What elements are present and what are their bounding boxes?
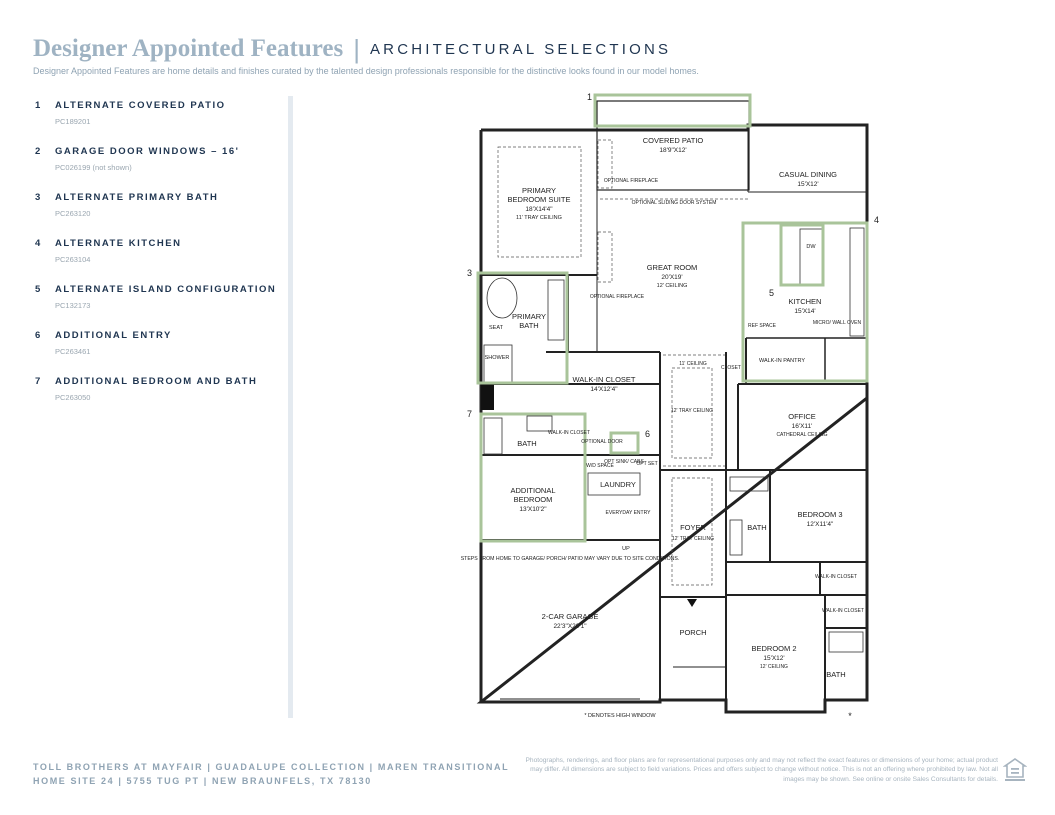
divider-bar [288,96,293,718]
room-label: BATH [519,321,539,330]
room-ceiling: 11' TRAY CEILING [516,215,562,221]
fixture-label: SEAT [489,325,503,331]
feature-name: ALTERNATE COVERED PATIO [55,100,226,111]
room-label: KITCHEN [788,297,822,306]
fixture-label: OPT SINK/ CABS [604,459,644,465]
room-label: OFFICE [788,412,816,421]
callout-1: 1 [587,92,593,102]
feature-name: ALTERNATE KITCHEN [55,238,182,249]
feature-name: ALTERNATE ISLAND CONFIGURATION [55,284,277,295]
feature-code: PC132173 [55,301,91,310]
optional-sliding-door-label: OPTIONAL SLIDING DOOR SYSTEM [631,200,717,206]
room-ceiling: 11' CEILING [679,361,707,367]
fireplace-block [481,384,494,410]
room-label: BEDROOM 2 [751,644,797,653]
equal-housing-opportunity-icon [1003,757,1027,783]
footer-address [33,760,509,788]
callout-5: 5 [769,288,775,298]
room-dim: 15'X12' [763,655,785,662]
feature-code: PC263050 [55,393,91,402]
room-label: COVERED PATIO [642,136,704,145]
footer-community: TOLL BROTHERS AT MAYFAIR | GUADALUPE COLLECTION | MAREN TRANSITIONAL [33,762,510,772]
room-ceiling: 12' TRAY CEILING [670,408,714,414]
room-label: PORCH [679,628,707,637]
feature-code: PC026199 (not shown) [55,163,132,172]
footer-homesite: HOME SITE 24 | 5755 TUG PT | NEW BRAUNFELS, TX 78130 [33,776,372,786]
fixture-label: W/D SPACE [586,463,614,469]
feature-item [35,192,280,238]
feature-number: 3 [35,192,41,203]
plan-fixtures [484,228,864,652]
room-label: 2-CAR GARAGE [541,612,599,621]
appliance-label: REF SPACE [748,323,776,329]
room-label: WALK-IN CLOSET [547,430,591,436]
fixture-label: SHOWER [484,355,510,361]
feature-item [35,330,280,376]
feature-number: 7 [35,376,41,387]
appliance-label: MICRO/ WALL OVEN [812,320,862,326]
room-label: ADDITIONAL [510,486,556,495]
room-label: CASUAL DINING [778,170,838,179]
feature-item [35,238,280,284]
room-dim: 15'X14' [794,308,816,315]
room-label: FOYER [680,523,706,532]
room-label: PRIMARY [511,312,547,321]
high-window-note: * DENOTES HIGH WINDOW [584,713,656,719]
dishwasher-label: DW [806,244,816,250]
room-dim: 18'9"X12' [659,147,687,154]
feature-item [35,376,280,422]
feature-item [35,146,280,192]
room-label: WALK-IN CLOSET [821,608,865,614]
room-label: CLOSET [720,365,742,371]
feature-name: GARAGE DOOR WINDOWS – 16' [55,146,240,157]
feature-code: PC263461 [55,347,91,356]
stair-label: UP [622,546,630,552]
callout-7: 7 [467,409,473,419]
room-label: WALK-IN PANTRY [758,358,806,364]
page-header [33,33,671,65]
page-title: Designer Appointed Features [33,35,344,62]
callout-6: 6 [645,429,651,439]
feature-number: 5 [35,284,41,295]
fixture-label: OPT SET [636,461,658,467]
feature-number: 2 [35,146,41,157]
room-label: BEDROOM 3 [797,510,843,519]
room-label: PRIMARY [521,186,557,195]
room-dim: 13'X10'2" [519,506,547,513]
room-label: GREAT ROOM [646,263,698,272]
room-ceiling: CATHEDRAL CEILING [776,432,828,438]
room-label: BATH [826,670,846,679]
feature-number: 6 [35,330,41,341]
optional-fireplace-label: OPTIONAL FIREPLACE [603,178,659,184]
room-ceiling: 12' CEILING [656,283,688,289]
room-ceiling: 12' CEILING [760,664,788,670]
footer-disclaimer: Photographs, renderings, and floor plans are for representational purposes only and may not reflect the exact features or dimensions of your home; actual product may differ. All dimensions are subject to field variations. Prices and offers subject to change without notice. This is not an offering where prohibited by law. Not all images may be shown. See online or onsite Sales Consultants for details. [525,757,998,783]
room-label: BATH [517,439,537,448]
high-window-asterisk: * [848,711,852,721]
entry-arrow-icon [687,599,697,607]
feature-number: 1 [35,100,41,111]
feature-code: PC189201 [55,117,91,126]
room-ceiling: 12' TRAY CEILING [671,536,715,542]
room-label: LAUNDRY [600,480,636,489]
room-dim: 22'3"X20'1" [553,623,587,630]
feature-name: ADDITIONAL ENTRY [55,330,172,341]
room-label: BATH [747,523,767,532]
room-dim: 20'X19' [661,274,683,281]
steps-note: STEPS FROM HOME TO GARAGE/ PORCH/ PATIO MAY VARY DUE TO SITE CONDITIONS. [460,556,680,562]
feature-item [35,284,280,330]
callout-4: 4 [874,215,880,225]
feature-code: PC263104 [55,255,91,264]
room-dim: 18'X14'4" [525,206,553,213]
room-label: WALK-IN CLOSET [572,375,636,384]
feature-name: ALTERNATE PRIMARY BATH [55,192,219,203]
callout-3: 3 [467,268,473,278]
floor-plan [455,88,895,723]
room-label: EVERYDAY ENTRY [605,510,651,516]
room-dim: 16'X11' [791,423,813,430]
page-subtitle: ARCHITECTURAL SELECTIONS [369,40,672,58]
optional-door-label: OPTIONAL DOOR [581,439,623,445]
room-label: WALK-IN CLOSET [814,574,858,580]
feature-item [35,100,280,146]
room-label: BEDROOM [513,495,553,504]
optional-fireplace-label: OPTIONAL FIREPLACE [589,294,645,300]
room-dim: 12'X11'4" [806,521,834,528]
room-dim: 15'X12' [797,181,819,188]
room-dim: 14'X12'4" [590,386,618,393]
feature-code: PC263120 [55,209,91,218]
intro-text: Designer Appointed Features are home details and finishes curated by the talented design professionals responsible for the distinctive looks found in our model homes. [33,66,699,76]
feature-name: ADDITIONAL BEDROOM AND BATH [55,376,258,387]
feature-list [35,100,280,422]
room-label: BEDROOM SUITE [507,195,571,204]
feature-number: 4 [35,238,41,249]
title-separator: | [353,33,360,64]
